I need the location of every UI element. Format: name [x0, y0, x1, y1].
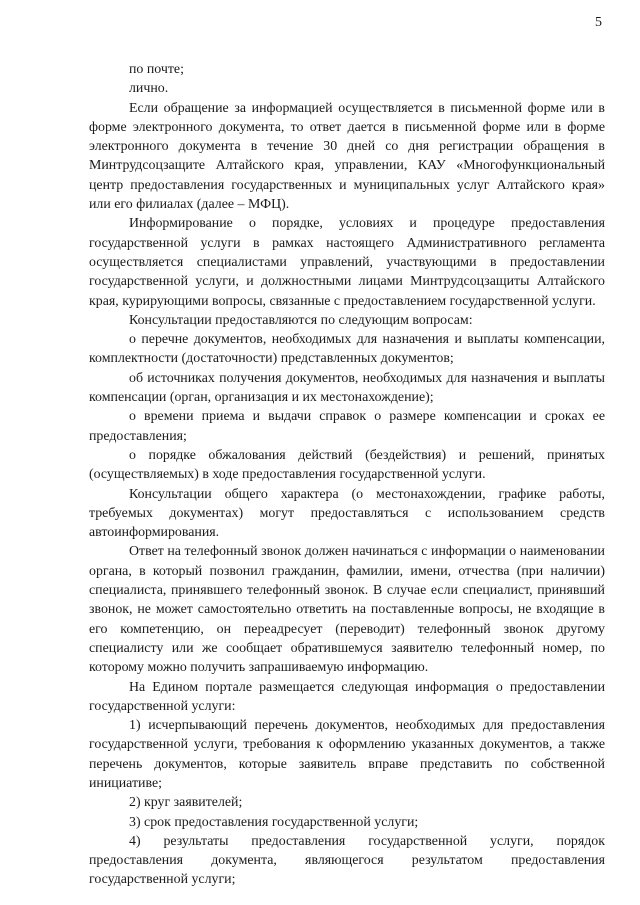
paragraph-document-sources: об источниках получения документов, необходимых для назначения и выплаты компенсации (орган, организация и их местонахождение);: [89, 370, 605, 406]
page-number: 5: [595, 15, 602, 30]
paragraph-consultation-topics: Консультации предоставляются по следующим вопросам:: [129, 312, 473, 328]
list-item-3: 3) срок предоставления государственной услуги;: [129, 814, 419, 830]
paragraph-phone-call: Ответ на телефонный звонок должен начинаться с информации о наименовании органа, в который позвонил гражданин, фамилии, имени, отчества (при наличии) специалиста, принявшего телефонный звонок. В случае если специалист, принявший звонок, не может самостоятельно ответить на поставленные вопросы, не входящие в его компетенцию, он переадресует (переводит) телефонный звонок другому специалисту или же сообщает обратившемуся заявителю телефонный номер, по которому можно получить запрашиваемую информацию.: [89, 544, 605, 676]
paragraph-documents-list: о перечне документов, необходимых для назначения и выплаты компенсации, комплектности (достаточности) представленных документов;: [89, 332, 605, 367]
paragraph-appeals: о порядке обжалования действий (бездействия) и решений, принятых (осуществляемых) в ходе предоставления государственной услуги.: [89, 447, 605, 483]
paragraph-informing: Информирование о порядке, условиях и процедуре предоставления государственной услуги в рамках настоящего Административного регламента осуществляется специалистами управлений, участвующими в предоставлении государственной услуги, и должностными лицами Минтрудсоцзащиты Алтайского края, курирующими вопросы, связанные с предоставлением государственной услуги.: [89, 216, 605, 309]
paragraph-general-consultations: Консультации общего характера (о местонахождении, графике работы, требуемых документах) могут предоставляться с использованием средств автоинформирования.: [89, 486, 605, 541]
document-body: [89, 60, 605, 890]
list-item-1: 1) исчерпывающий перечень документов, необходимых для предоставления государственной услуги, требования к оформлению указанных документов, а также перечень документов, которые заявитель вправе представить по собственной инициативе;: [89, 718, 605, 791]
list-item-2: 2) круг заявителей;: [129, 795, 243, 811]
paragraph-in-person: лично.: [129, 81, 169, 97]
paragraph-reception-times: о времени приема и выдачи справок о размере компенсации и сроках ее предоставления;: [89, 409, 605, 444]
list-item-4: 4) результаты предоставления государственной услуги, порядок предоставления документа, являющегося результатом предоставления государственной услуги;: [89, 833, 605, 888]
paragraph-by-mail: по почте;: [129, 62, 184, 77]
paragraph-written-request: Если обращение за информацией осуществляется в письменной форме или в форме электронного документа, то ответ дается в письменной форме или в форме электронного документа в течение 30 дней со дня регистрации обращения в Минтрудсоцзащите Алтайского края, управлении, КАУ «Многофункциональный центр предоставления государственных и муниципальных услуг Алтайского края» или его филиалах (далее – МФЦ).: [89, 100, 605, 213]
paragraph-portal-info: На Едином портале размещается следующая информация о предоставлении государственной услуги:: [89, 679, 605, 714]
